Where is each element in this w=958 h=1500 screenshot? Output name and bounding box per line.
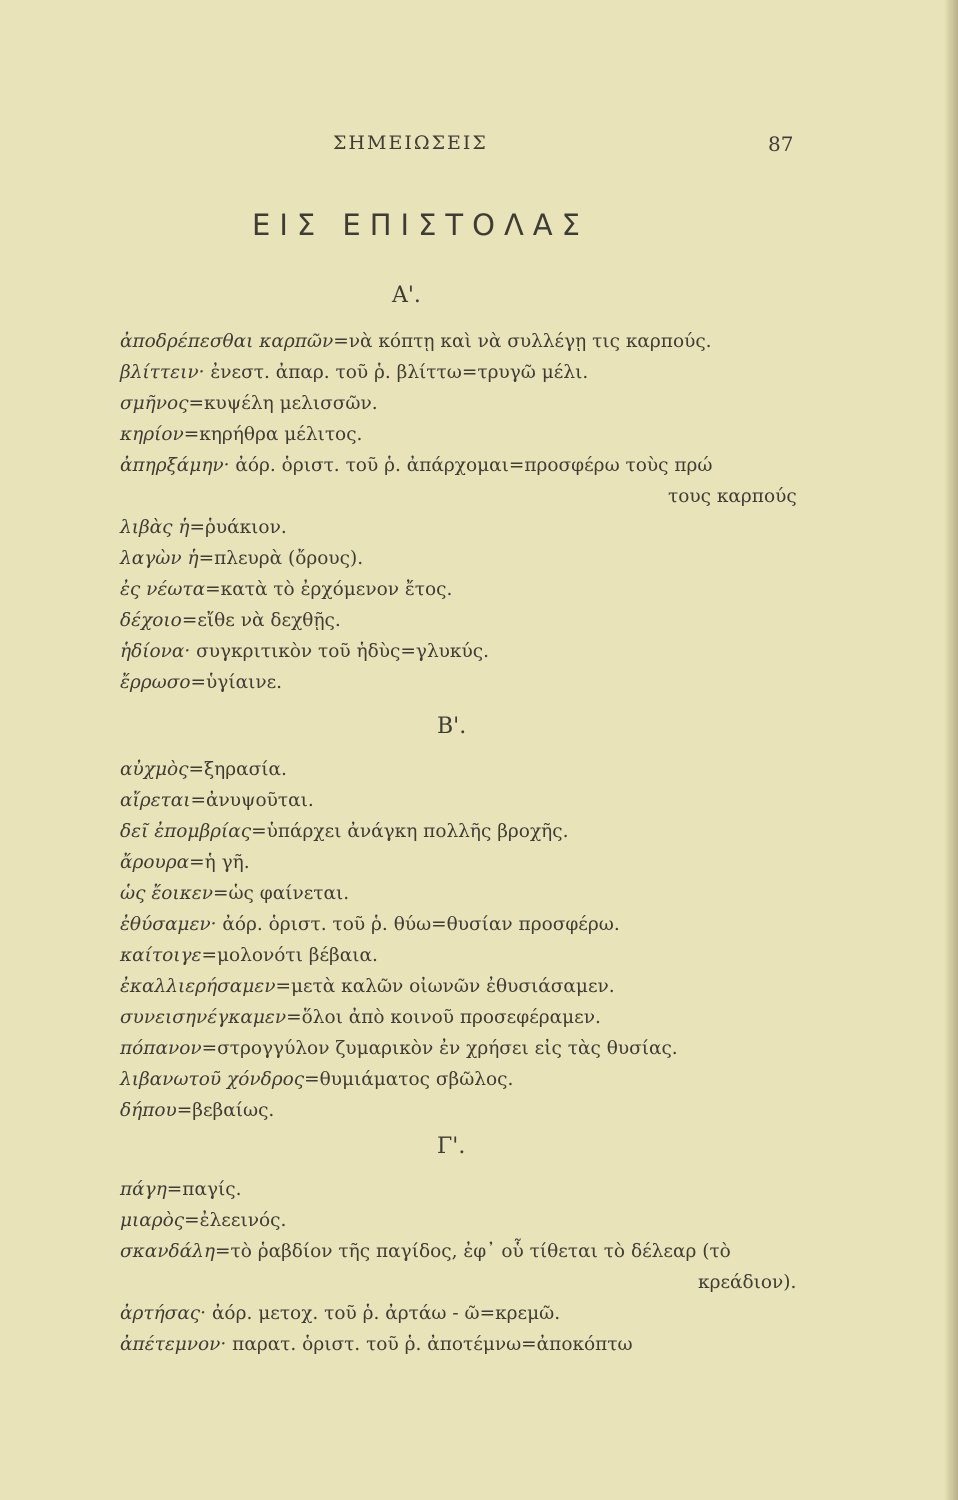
entry-term: βλίττειν· <box>120 362 205 383</box>
entry-term: ἡδίονα· <box>120 641 191 662</box>
entry-gloss: =κατὰ τὸ ἐρχόμενον ἔτος. <box>205 579 453 600</box>
entry-gloss: συγκριτικὸν τοῦ ἡδὺς=γλυκύς. <box>190 641 489 662</box>
entry-gloss: =ὑπάρχει ἀνάγκη πολλῆς βροχῆς. <box>251 821 569 842</box>
glossary-entry <box>120 971 820 1002</box>
entry-gloss: =κηρήθρα μέλιτος. <box>183 424 363 445</box>
entry-gloss: =ὡς φαίνεται. <box>212 883 350 904</box>
glossary-entry-continuation <box>120 1267 820 1298</box>
entry-gloss: =νὰ κόπτῃ καὶ νὰ συλλέγῃ τις καρπούς. <box>333 331 712 352</box>
entry-gloss: =τὸ ῥαβδίον τῆς παγίδος, ἐφ᾽ οὗ τίθεται τὸ δέλεαρ (τὸ <box>214 1241 731 1262</box>
entry-term: μιαρὸς <box>120 1210 185 1231</box>
section-heading-c: Γ'. <box>437 1134 466 1159</box>
glossary-entry <box>120 667 820 698</box>
entry-gloss: =παγίς. <box>166 1179 242 1200</box>
entry-term: λιβὰς ἡ <box>120 517 190 538</box>
glossary-entry <box>120 636 820 667</box>
entry-term: σκανδάλη <box>120 1241 215 1262</box>
page-edge-shadow <box>944 0 958 1500</box>
glossary-entry <box>120 388 820 419</box>
running-header <box>0 132 958 162</box>
glossary-entry <box>120 326 820 357</box>
entry-gloss: ἀόρ. μετοχ. τοῦ ῥ. ἀρτάω - ῶ=κρεμῶ. <box>206 1303 561 1324</box>
entry-term: λαγὼν ἡ <box>120 548 199 569</box>
section-heading-b: Β'. <box>437 714 467 739</box>
entry-gloss: =πλευρὰ (ὄρους). <box>198 548 364 569</box>
entry-term: ἀποδρέπεσθαι καρπῶν <box>120 331 334 352</box>
entry-gloss: =ὅλοι ἀπὸ κοινοῦ προσεφέραμεν. <box>286 1007 601 1028</box>
entry-gloss: =βεβαίως. <box>176 1100 275 1121</box>
entry-term: αὐχμὸς <box>120 759 189 780</box>
entry-gloss: =στρογγύλον ζυμαρικὸν ἐν χρήσει εἰς τὰς θυσίας. <box>201 1038 678 1059</box>
entry-gloss: ἀόρ. ὁριστ. τοῦ ῥ. θύω=θυσίαν προσφέρω. <box>216 914 620 935</box>
glossary-entry <box>120 1205 820 1236</box>
entry-term: δέχοιο <box>120 610 182 631</box>
glossary-entry <box>120 816 820 847</box>
entry-gloss: =μετὰ καλῶν οἰωνῶν ἐθυσιάσαμεν. <box>275 976 615 997</box>
entry-term: λιβανωτοῦ χόνδρος <box>120 1069 305 1090</box>
entry-gloss: κρεάδιον). <box>698 1272 797 1293</box>
entry-gloss: ἀόρ. ὁριστ. τοῦ ῥ. ἀπάρχομαι=προσφέρω τοὺς πρώ <box>229 455 713 476</box>
glossary-entry <box>120 1329 820 1360</box>
glossary-entry <box>120 450 820 481</box>
page-number: 87 <box>768 132 794 156</box>
entry-term: σμῆνος <box>120 393 189 414</box>
entry-term: πόπανον <box>120 1038 202 1059</box>
entry-gloss: =ξηρασία. <box>188 759 287 780</box>
glossary-entry <box>120 543 820 574</box>
section-b-entries <box>120 754 820 1126</box>
entry-gloss: =ἡ γῆ. <box>189 852 250 873</box>
glossary-entry <box>120 1095 820 1126</box>
entry-term: πάγη <box>120 1179 167 1200</box>
glossary-entry <box>120 419 820 450</box>
glossary-entry <box>120 1236 820 1267</box>
entry-term: ἀπηρξάμην· <box>120 455 230 476</box>
entry-gloss: =κυψέλη μελισσῶν. <box>188 393 378 414</box>
chapter-title: ΕΙΣ ΕΠΙΣΤΟΛΑΣ <box>252 208 589 242</box>
entry-term: αἴρεται <box>120 790 191 811</box>
entry-term: ἐς νέωτα <box>120 579 206 600</box>
glossary-entry <box>120 847 820 878</box>
entry-term: ἀρτήσας· <box>120 1303 207 1324</box>
entry-term: ἀπέτεμνον· <box>120 1334 227 1355</box>
entry-gloss: παρατ. ὁριστ. τοῦ ῥ. ἀποτέμνω=ἀποκόπτω <box>226 1334 633 1355</box>
glossary-entry <box>120 574 820 605</box>
glossary-entry <box>120 1002 820 1033</box>
entry-term: ὡς ἔοικεν <box>120 883 213 904</box>
glossary-entry <box>120 605 820 636</box>
entry-term: ἐκαλλιερήσαμεν <box>120 976 276 997</box>
entry-term: καίτοιγε <box>120 945 202 966</box>
entry-gloss: =ἐλεεινός. <box>184 1210 287 1231</box>
entry-gloss: =μολονότι βέβαια. <box>201 945 378 966</box>
entry-term: δήπου <box>120 1100 177 1121</box>
entry-term: κηρίον <box>120 424 184 445</box>
section-c-entries <box>120 1174 820 1360</box>
section-a-entries <box>120 326 820 698</box>
entry-gloss: =ἀνυψοῦται. <box>190 790 314 811</box>
glossary-entry <box>120 512 820 543</box>
glossary-entry <box>120 785 820 816</box>
glossary-entry <box>120 878 820 909</box>
entry-gloss: τους καρπούς <box>668 486 797 507</box>
running-title: ΣΗΜΕΙΩΣΕΙΣ <box>333 132 488 154</box>
entry-gloss: =εἴθε νὰ δεχθῇς. <box>181 610 341 631</box>
entry-gloss: =ῥυάκιον. <box>189 517 287 538</box>
glossary-entry <box>120 357 820 388</box>
glossary-entry <box>120 1174 820 1205</box>
entry-gloss: =ὑγίαινε. <box>190 672 283 693</box>
entry-term: δεῖ ἐπομβρίας <box>120 821 252 842</box>
entry-gloss: ἐνεστ. ἀπαρ. τοῦ ῥ. βλίττω=τρυγῶ μέλι. <box>204 362 589 383</box>
glossary-entry <box>120 1064 820 1095</box>
section-heading-a: Α'. <box>392 283 421 308</box>
glossary-entry <box>120 1033 820 1064</box>
glossary-entry <box>120 754 820 785</box>
glossary-entry <box>120 940 820 971</box>
entry-gloss: =θυμιάματος σβῶλος. <box>304 1069 514 1090</box>
glossary-entry <box>120 909 820 940</box>
entry-term: ἄρουρα <box>120 852 190 873</box>
entry-term: ἔρρωσο <box>120 672 191 693</box>
entry-term: ἐθύσαμεν· <box>120 914 217 935</box>
glossary-entry-continuation <box>120 481 820 512</box>
glossary-entry <box>120 1298 820 1329</box>
entry-term: συνεισηνέγκαμεν <box>120 1007 287 1028</box>
